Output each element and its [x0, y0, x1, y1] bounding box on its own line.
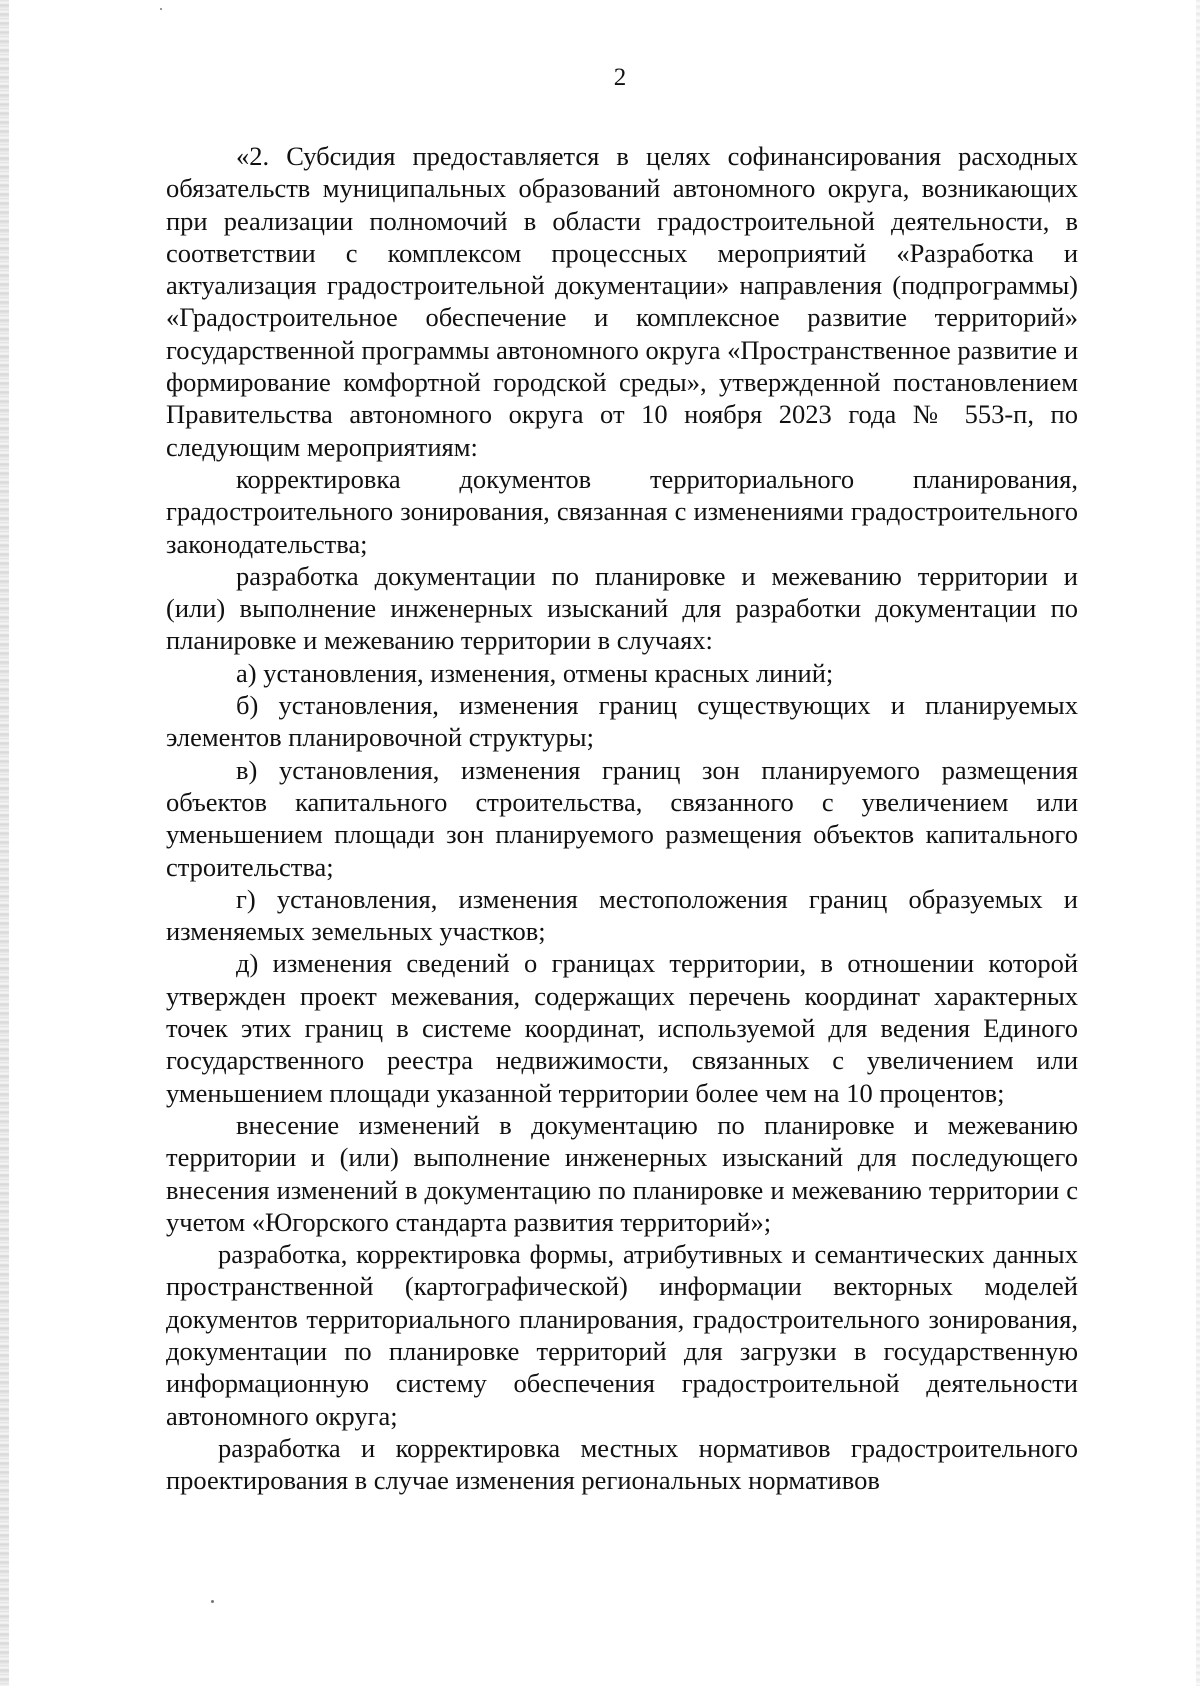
scan-speck [160, 8, 162, 10]
scan-edge-right [1196, 0, 1200, 1686]
document-body [166, 140, 1078, 1496]
paragraph-vector-models: разработка, корректировка формы, атрибутивных и семантических данных пространственной (картографической) информации векторных моделей документов территориального планирования, градостроительного зонирования, документации по планировке территорий для загрузки в государственную информационную систему обеспечения градостроительной деятельности автономного округа; [166, 1239, 1078, 1431]
scan-speck [211, 1600, 214, 1603]
paragraph-territorial-planning: корректировка документов территориального планирования, градостроительного зонирования, связанная с изменениями градостроительного законодательства; [166, 463, 1078, 559]
paragraph-case-b: б) установления, изменения границ существующих и планируемых элементов планировочной структуры; [166, 690, 1078, 753]
scan-edge-left [0, 0, 9, 1686]
paragraph-amendments: внесение изменений в документацию по планировке и межеванию территории и (или) выполнение инженерных изысканий для последующего внесения изменений в документацию по планировке и межеванию территории с учетом «Югорского стандарта развития территорий»; [166, 1109, 1078, 1237]
paragraph-subsidy-purpose: «2. Субсидия предоставляется в целях софинансирования расходных обязательств муниципальных образований автономного округа, возникающих при реализации полномочий в области градостроительной деятельности, в соответствии с комплексом процессных мероприятий «Разработка и актуализация градостроительной документации» направления (подпрограммы) «Градостроительное обеспечение и комплексное развитие территорий» государственной программы автономного округа «Пространственное развитие и формирование комфортной городской среды», утвержденной постановлением Правительства автономного округа от 10 ноября 2023 года № 553-п, по следующим мероприятиям: [166, 141, 1078, 462]
paragraph-case-a: а) установления, изменения, отмены красных линий; [236, 657, 834, 688]
paragraph-case-g: г) установления, изменения местоположения границ образуемых и изменяемых земельных участков; [166, 883, 1078, 947]
paragraph-local-standards: разработка и корректировка местных нормативов градостроительного проектирования в случае изменения региональных нормативов [166, 1432, 1078, 1496]
paragraph-planning-documentation: разработка документации по планировке и межеванию территории и (или) выполнение инженерных изысканий для разработки документации по планировке и межеванию территории в случаях: [166, 560, 1078, 656]
paragraph-case-v: в) установления, изменения границ зон планируемого размещения объектов капитального строительства, связанного с увеличением или уменьшением площади зон планируемого размещения объектов капитального строительства; [166, 754, 1078, 882]
paragraph-case-d: д) изменения сведений о границах территории, в отношении которой утвержден проект межевания, содержащих перечень координат характерных точек этих границ в системе координат, используемой для ведения Единого государственного реестра недвижимости, связанных с увеличением или уменьшением площади указанной территории более чем на 10 процентов; [166, 948, 1078, 1108]
page-number: 2 [613, 64, 627, 91]
